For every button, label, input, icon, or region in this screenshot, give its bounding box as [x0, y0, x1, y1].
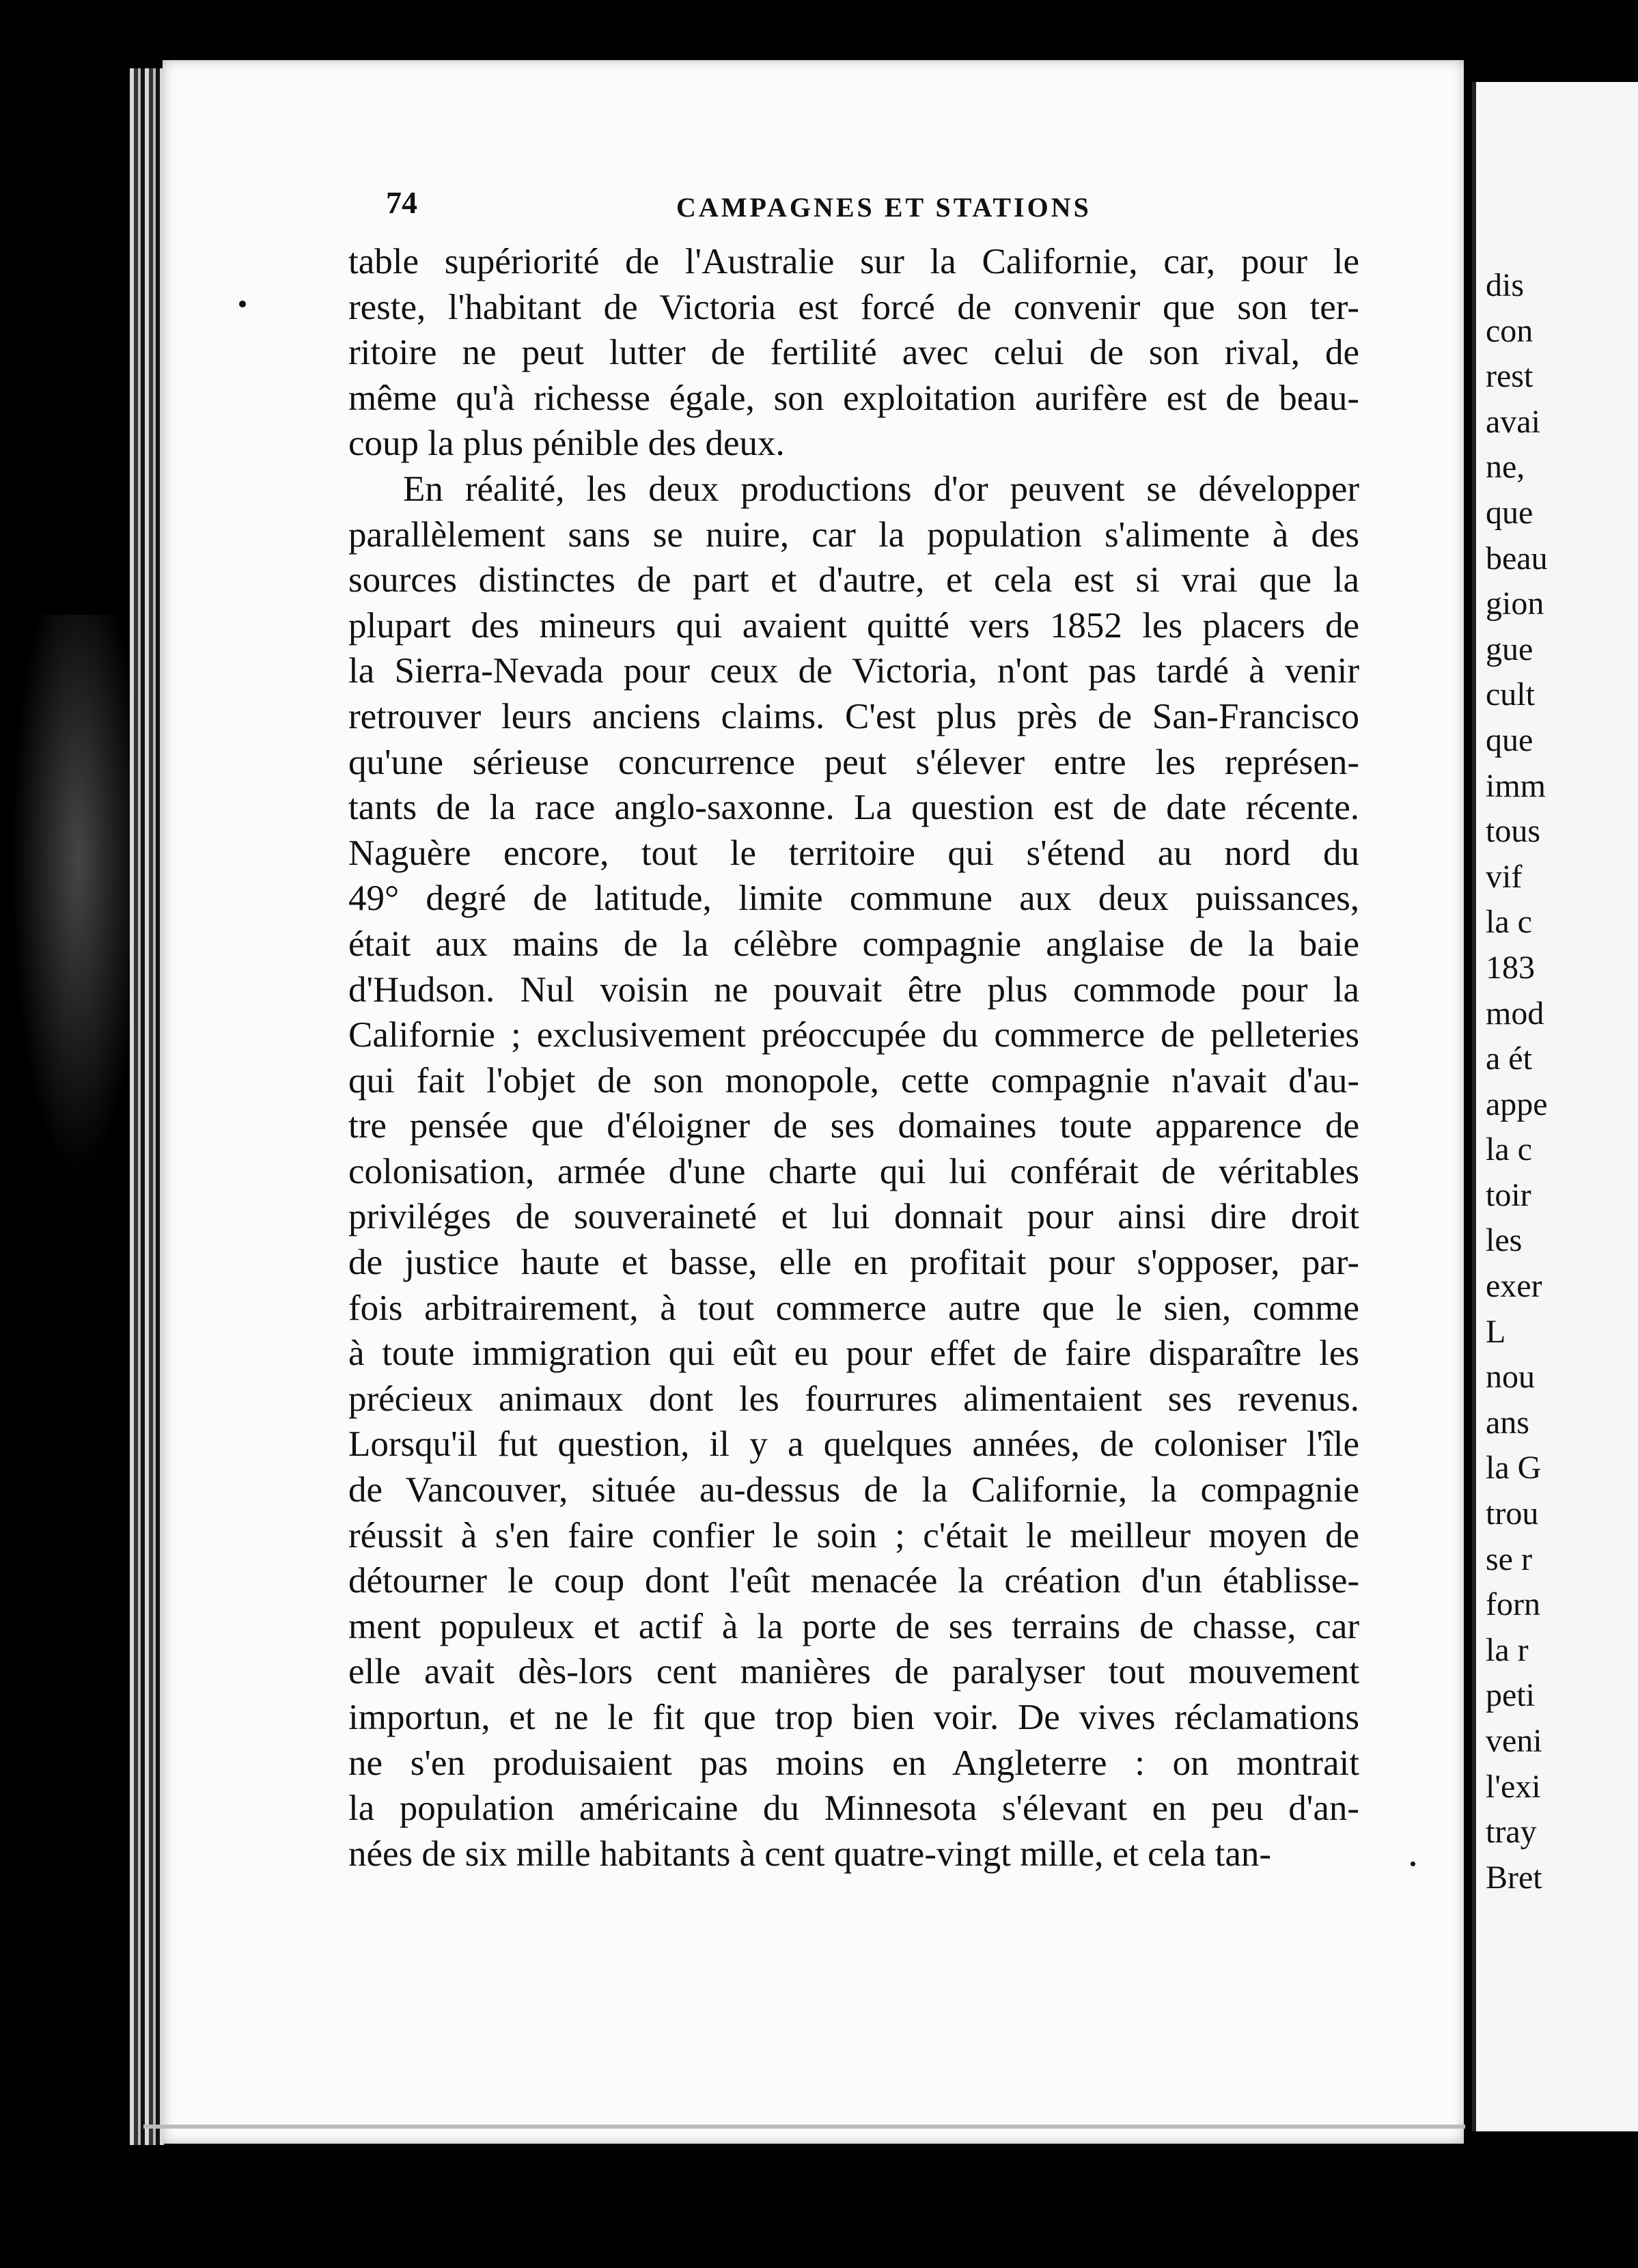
facing-page-line-fragment: nou — [1486, 1359, 1535, 1396]
facing-page-line-fragment: veni — [1486, 1723, 1542, 1759]
facing-page-line-fragment: vif — [1486, 858, 1523, 895]
facing-page-line-fragment: les — [1486, 1222, 1523, 1259]
facing-page-line-fragment: 183 — [1486, 949, 1535, 986]
book-binding-edge — [130, 68, 164, 2145]
text-line: détourner le coup dont l'eût menacée la création d'un établisse- — [348, 1561, 1359, 1601]
facing-page-line-fragment: la c — [1486, 904, 1532, 941]
text-line: ment populeux et actif à la porte de ses terrains de chasse, car — [348, 1606, 1359, 1646]
facing-page-line-fragment: L — [1486, 1313, 1506, 1350]
facing-page-line-fragment: la G — [1486, 1450, 1542, 1486]
page-bottom-edge — [143, 2125, 1465, 2129]
text-line: fois arbitrairement, à tout commerce autre que le sien, comme — [348, 1288, 1359, 1328]
text-line: ritoire ne peut lutter de fertilité avec celui de son rival, de — [348, 333, 1359, 373]
text-line: elle avait dès-lors cent manières de paralyser tout mouvement — [348, 1652, 1359, 1692]
facing-page-line-fragment: forn — [1486, 1586, 1540, 1623]
facing-page-line-fragment: se r — [1486, 1540, 1532, 1577]
ink-speck — [239, 301, 246, 307]
text-line: la Sierra-Nevada pour ceux de Victoria, n'ont pas tardé à venir — [348, 651, 1359, 691]
facing-page-line-fragment: l'exi — [1486, 1768, 1541, 1805]
text-line: était aux mains de la célèbre compagnie anglaise de la baie — [348, 924, 1359, 964]
facing-page-line-fragment: ans — [1486, 1404, 1529, 1441]
facing-page-line-fragment: la r — [1486, 1631, 1529, 1668]
text-line: réussit à s'en faire confier le soin ; c'était le meilleur moyen de — [348, 1515, 1359, 1555]
running-title: CAMPAGNES ET STATIONS — [676, 192, 1092, 223]
text-line: précieux animaux dont les fourrures alimentaient ses revenus. — [348, 1379, 1359, 1419]
text-line: colonisation, armée d'une charte qui lui conférait de véritables — [348, 1151, 1359, 1191]
text-line: tre pensée que d'éloigner de ses domaines toute apparence de — [348, 1106, 1359, 1146]
text-line: table supériorité de l'Australie sur la Californie, car, pour le — [348, 242, 1359, 281]
facing-page-line-fragment: gion — [1486, 585, 1544, 622]
text-line: Lorsqu'il fut question, il y a quelques années, de coloniser l'île — [348, 1424, 1359, 1465]
facing-page-line-fragment: avai — [1486, 403, 1540, 440]
running-head — [225, 184, 1455, 232]
text-line: parallèlement sans se nuire, car la population s'alimente à des — [348, 514, 1359, 555]
page-number: 74 — [386, 185, 417, 220]
facing-page-line-fragment: toir — [1486, 1176, 1531, 1213]
facing-page-line-fragment: mod — [1486, 995, 1544, 1032]
text-line: à toute immigration qui eût eu pour effet de faire disparaître les — [348, 1333, 1359, 1374]
text-line: importun, et ne le fit que trop bien voir. De vives réclamations — [348, 1698, 1359, 1737]
text-line: Californie ; exclusivement préoccupée du commerce de pelleteries — [348, 1015, 1359, 1055]
facing-page-line-fragment: peti — [1486, 1677, 1535, 1714]
facing-page-line-fragment: beau — [1486, 540, 1548, 577]
facing-page-line-fragment: Bret — [1486, 1859, 1542, 1896]
facing-page-line-fragment: que — [1486, 721, 1533, 758]
facing-page-line-fragment: con — [1486, 312, 1533, 349]
facing-page-line-fragment: exer — [1486, 1268, 1542, 1305]
text-line: retrouver leurs anciens claims. C'est plus près de San-Francisco — [348, 696, 1359, 736]
facing-page-line-fragment: que — [1486, 494, 1533, 531]
scan-margin-noise — [0, 615, 130, 1230]
text-line: En réalité, les deux productions d'or peuvent se développer — [403, 469, 1359, 509]
facing-page-line-fragment: ne, — [1486, 449, 1525, 486]
ink-speck — [1411, 1862, 1415, 1866]
text-line: sources distinctes de part et d'autre, et cela est si vrai que la — [348, 560, 1359, 600]
text-line: priviléges de souveraineté et lui donnait pour ainsi dire droit — [348, 1197, 1359, 1237]
text-line: de justice haute et basse, elle en profitait pour s'opposer, par- — [348, 1243, 1359, 1283]
text-line: la population américaine du Minnesota s'élevant en peu d'an- — [348, 1788, 1359, 1829]
facing-page-line-fragment: la c — [1486, 1131, 1532, 1168]
text-line: ne s'en produisaient pas moins en Angleterre : on montrait — [348, 1743, 1359, 1783]
text-line: qui fait l'objet de son monopole, cette compagnie n'avait d'au- — [348, 1060, 1359, 1101]
facing-page-line-fragment: trou — [1486, 1495, 1539, 1532]
text-line: Naguère encore, tout le territoire qui s'étend au nord du — [348, 833, 1359, 873]
facing-page-line-fragment: tray — [1486, 1814, 1537, 1851]
facing-page-line-fragment: cult — [1486, 676, 1535, 713]
text-line: 49° degré de latitude, limite commune aux deux puissances, — [348, 879, 1359, 919]
facing-page-line-fragment: dis — [1486, 267, 1525, 303]
text-line: nées de six mille habitants à cent quatre-vingt mille, et cela tan- — [348, 1834, 1272, 1874]
text-line: de Vancouver, située au-dessus de la Californie, la compagnie — [348, 1470, 1359, 1510]
text-line: d'Hudson. Nul voisin ne pouvait être plus commode pour la — [348, 969, 1359, 1010]
paragraph — [348, 239, 1359, 467]
text-line: plupart des mineurs qui avaient quitté vers 1852 les placers de — [348, 605, 1359, 646]
text-line: même qu'à richesse égale, son exploitation aurifère est de beau- — [348, 378, 1359, 418]
facing-page-text — [1486, 263, 1638, 1900]
facing-page-line-fragment: appe — [1486, 1085, 1548, 1122]
text-line: reste, l'habitant de Victoria est forcé de convenir que son ter- — [348, 287, 1359, 327]
text-line: qu'une sérieuse concurrence peut s'élever entre les représen- — [348, 742, 1359, 782]
facing-page-line-fragment: tous — [1486, 813, 1541, 850]
body-text — [348, 239, 1359, 1877]
paragraph — [348, 467, 1359, 1877]
text-line: tants de la race anglo-saxonne. La question est de date récente. — [348, 788, 1359, 828]
facing-page-line-fragment: imm — [1486, 767, 1546, 804]
facing-page-line-fragment: gue — [1486, 631, 1533, 667]
text-line: coup la plus pénible des deux. — [348, 424, 785, 464]
facing-page-line-fragment: a ét — [1486, 1040, 1532, 1077]
facing-page-line-fragment: rest — [1486, 358, 1533, 395]
